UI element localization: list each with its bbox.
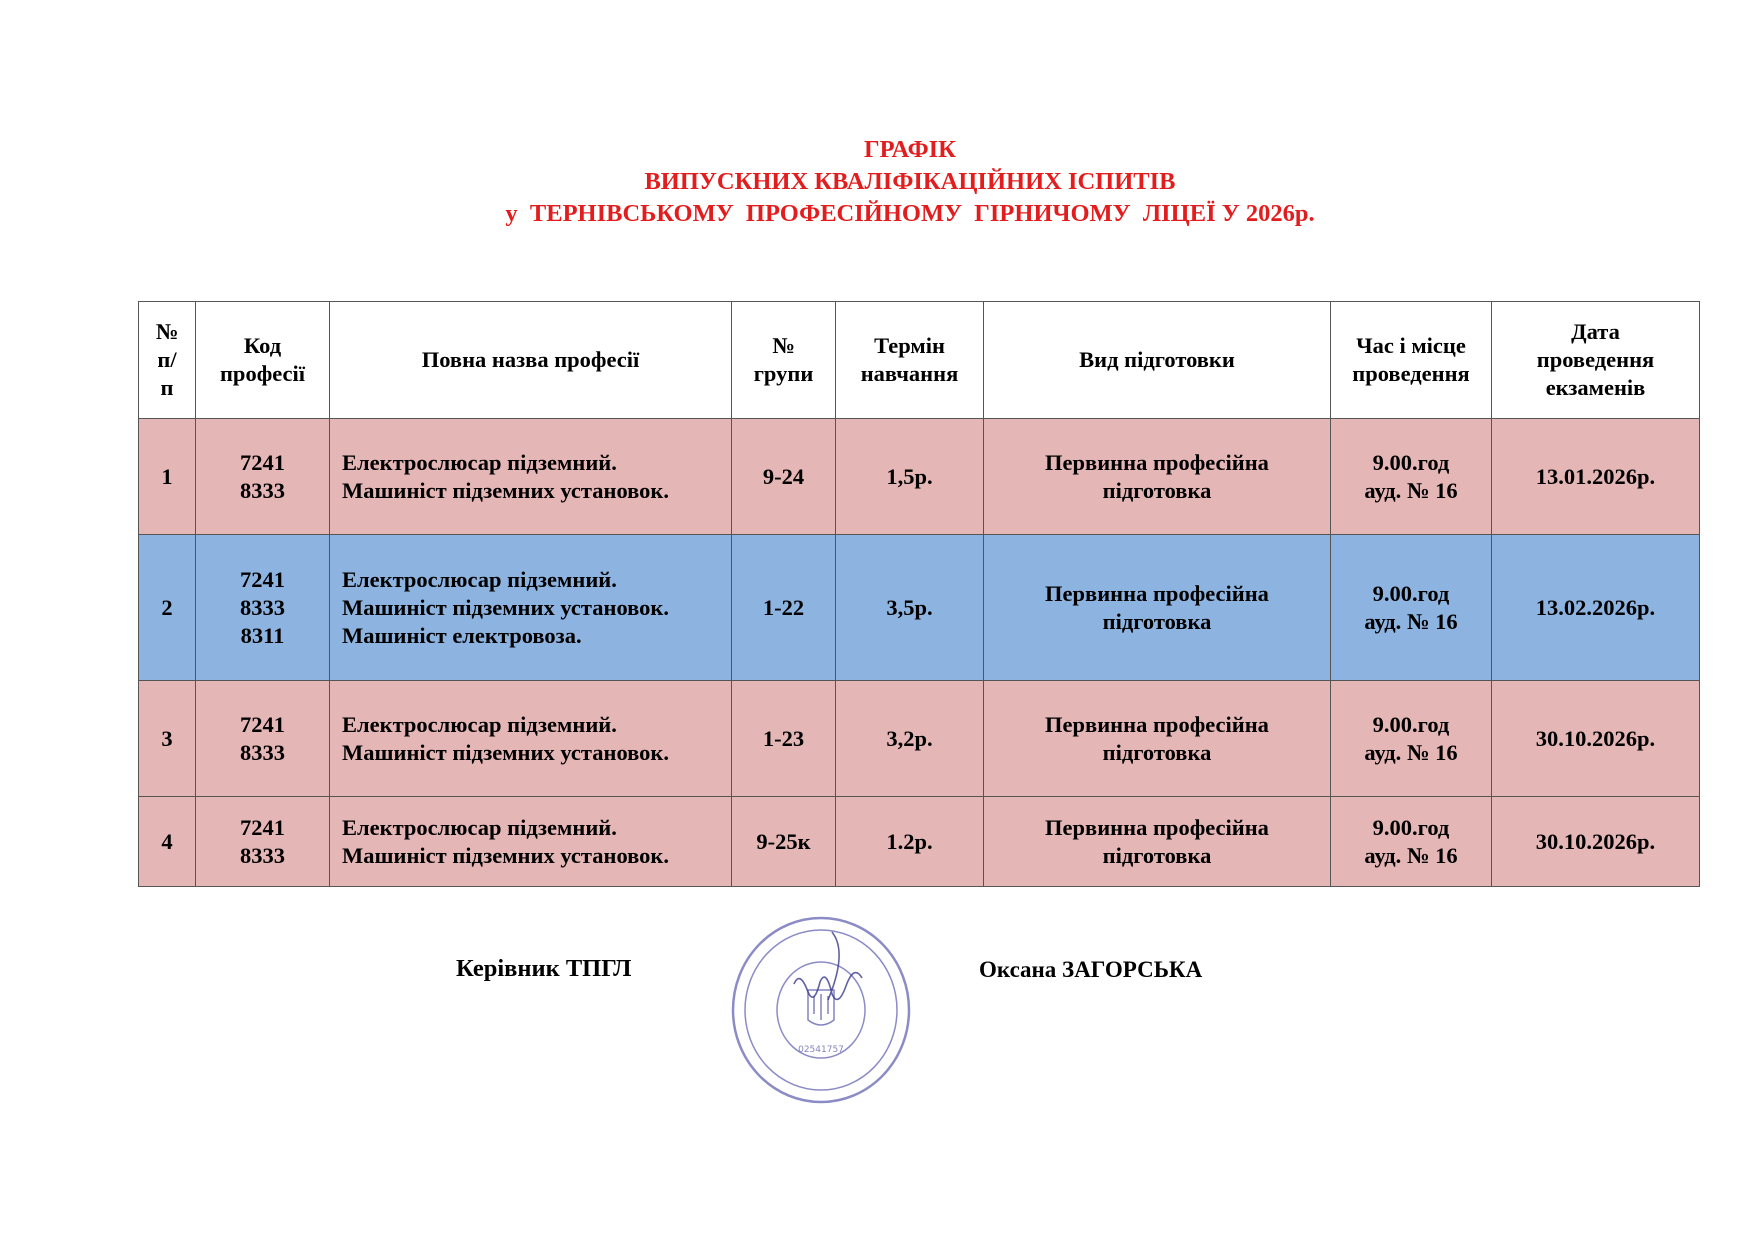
study-term: 3,2р. xyxy=(836,681,984,797)
time-place: 9.00.год ауд. № 16 xyxy=(1331,419,1492,535)
title-line-3: у ТЕРНІВСЬКОМУ ПРОФЕСІЙНОМУ ГІРНИЧОМУ ЛІЦЕЇ У 2026р. xyxy=(505,200,1315,227)
time-place: 9.00.год ауд. № 16 xyxy=(1331,681,1492,797)
exam-schedule-table xyxy=(138,301,1700,887)
table-header-row xyxy=(139,302,1700,419)
stamp-code: 02541757 xyxy=(798,1045,844,1055)
row-num: 2 xyxy=(139,535,196,681)
header-term: Термін навчання xyxy=(836,302,984,419)
profession-names: Електрослюсар підземний. Машиніст підземних установок. xyxy=(330,797,732,887)
header-time: Час і місце проведення xyxy=(1331,302,1492,419)
profession-codes: 7241 8333 xyxy=(196,419,330,535)
study-term: 1,5р. xyxy=(836,419,984,535)
signatory-name: Оксана ЗАГОРСЬКА xyxy=(979,957,1203,982)
training-type: Первинна професійна підготовка xyxy=(984,535,1331,681)
table-row xyxy=(139,419,1700,535)
exam-date: 30.10.2026р. xyxy=(1492,797,1700,887)
official-stamp xyxy=(728,912,914,1108)
header-num: № п/ п xyxy=(139,302,196,419)
time-place: 9.00.год ауд. № 16 xyxy=(1331,797,1492,887)
time-place: 9.00.год ауд. № 16 xyxy=(1331,535,1492,681)
group-number: 1-23 xyxy=(732,681,836,797)
group-number: 1-22 xyxy=(732,535,836,681)
header-group: № групи xyxy=(732,302,836,419)
row-num: 3 xyxy=(139,681,196,797)
title-line-2: ВИПУСКНИХ КВАЛІФІКАЦІЙНИХ ІСПИТІВ xyxy=(644,168,1176,195)
exam-date: 30.10.2026р. xyxy=(1492,681,1700,797)
header-type: Вид підготовки xyxy=(984,302,1331,419)
row-num: 4 xyxy=(139,797,196,887)
profession-codes: 7241 8333 xyxy=(196,681,330,797)
table-row xyxy=(139,797,1700,887)
training-type: Первинна професійна підготовка xyxy=(984,797,1331,887)
group-number: 9-24 xyxy=(732,419,836,535)
profession-names: Електрослюсар підземний. Машиніст підземних установок. Машиніст електровоза. xyxy=(330,535,732,681)
title-line-1: ГРАФІК xyxy=(864,136,956,163)
exam-date: 13.01.2026р. xyxy=(1492,419,1700,535)
exam-date: 13.02.2026р. xyxy=(1492,535,1700,681)
profession-codes: 7241 8333 8311 xyxy=(196,535,330,681)
table-row xyxy=(139,681,1700,797)
header-name: Повна назва професії xyxy=(330,302,732,419)
study-term: 3,5р. xyxy=(836,535,984,681)
document-title xyxy=(0,134,1755,230)
profession-codes: 7241 8333 xyxy=(196,797,330,887)
row-num: 1 xyxy=(139,419,196,535)
profession-names: Електрослюсар підземний. Машиніст підземних установок. xyxy=(330,681,732,797)
header-date: Дата проведення екзаменів xyxy=(1492,302,1700,419)
header-code: Код професії xyxy=(196,302,330,419)
signatory-position: Керівник ТПГЛ xyxy=(456,955,632,982)
training-type: Первинна професійна підготовка xyxy=(984,681,1331,797)
study-term: 1.2р. xyxy=(836,797,984,887)
training-type: Первинна професійна підготовка xyxy=(984,419,1331,535)
group-number: 9-25к xyxy=(732,797,836,887)
table-row xyxy=(139,535,1700,681)
profession-names: Електрослюсар підземний. Машиніст підземних установок. xyxy=(330,419,732,535)
